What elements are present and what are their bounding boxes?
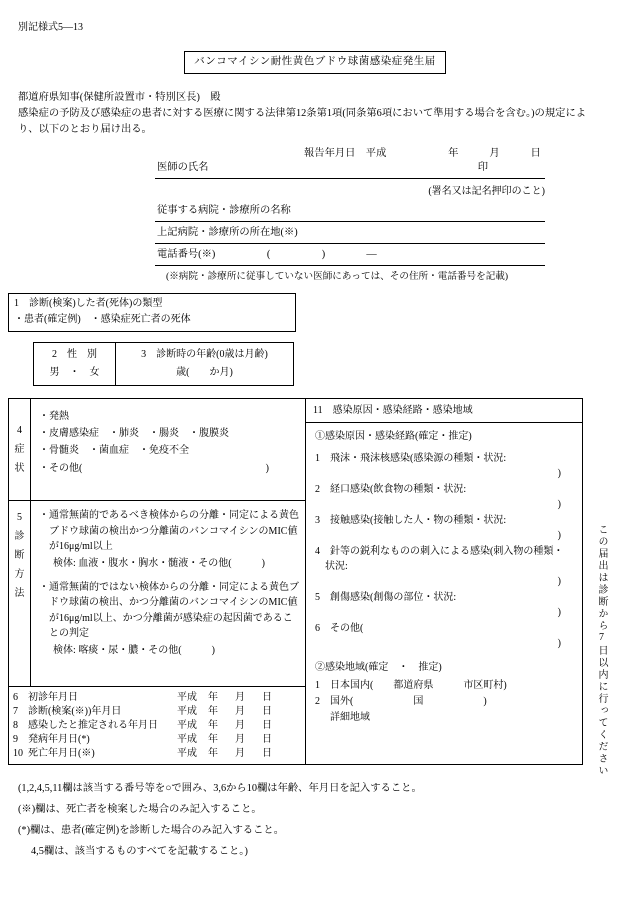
section3-title: 3 診断時の年齢(0歳は月齢) bbox=[141, 349, 268, 360]
era-label: 平成 bbox=[177, 734, 197, 745]
section11-infection-cell bbox=[306, 399, 582, 764]
date-row-first-visit bbox=[13, 691, 289, 705]
item-tail: ) bbox=[557, 576, 561, 587]
region-line-detail: 詳細地域 bbox=[330, 712, 370, 724]
registration-note: (※病院・診療所に従事していない医師にあっては、その住所・電話番号を記載) bbox=[166, 271, 509, 282]
day-label: 日 bbox=[262, 748, 272, 759]
year-label: 年 bbox=[208, 734, 218, 745]
day-label: 日 bbox=[262, 720, 272, 731]
item-text: 4 針等の鋭利なものの刺入による感染(刺入物の種類・状況: bbox=[315, 546, 564, 572]
item-text: 1 飛沫・飛沫核感染(感染源の種類・状況: bbox=[315, 453, 507, 464]
section1-title: 1 診断(検案)した者(死体)の類型 bbox=[14, 298, 163, 309]
symptom-other-line bbox=[39, 460, 299, 477]
section2-3-box bbox=[33, 342, 294, 386]
item-tail: ) bbox=[557, 468, 561, 479]
row-number: 10 bbox=[13, 748, 23, 759]
month-label: 月 bbox=[235, 734, 245, 745]
method-block: ・通常無菌的であるべき検体からの分離・同定による黄色ブドウ球菌の検出かつ分離菌のバンコマイシンのMIC値が16μg/ml以上 bbox=[39, 510, 299, 552]
item-tail: ) bbox=[557, 530, 561, 541]
seal-note: (署名又は記名押印のこと) bbox=[428, 186, 545, 197]
form-title: バンコマイシン耐性黄色ブドウ球菌感染症発生届 bbox=[184, 51, 446, 74]
date-row-onset bbox=[13, 733, 289, 747]
month-label: 月 bbox=[235, 706, 245, 717]
era-label: 平成 bbox=[177, 706, 197, 717]
row-label: 死亡年月日(※) bbox=[28, 748, 95, 759]
symptom-line: ・発熱 bbox=[39, 411, 69, 422]
date-row-estimated-infection bbox=[13, 719, 289, 733]
section1-type-box bbox=[8, 293, 296, 332]
month-label: 月 bbox=[235, 692, 245, 703]
item-tail: ) bbox=[557, 499, 561, 510]
symptom-line: ・皮膚感染症 ・肺炎 ・腸炎 ・腹膜炎 bbox=[39, 428, 229, 440]
footer-note-line: (*)欄は、患者(確定例)を診断した場合のみ記入すること。 bbox=[18, 825, 284, 837]
section4-label-char: 状 bbox=[14, 463, 25, 474]
region-line-abroad: 2 国外( 国 ) bbox=[315, 696, 487, 708]
section5-label-char: 方 bbox=[14, 569, 25, 580]
specimen-line: 検体: 血液・腹水・胸水・髄液・その他( ) bbox=[53, 557, 265, 569]
section4-label bbox=[9, 399, 31, 500]
era-label: 平成 bbox=[177, 748, 197, 759]
left-column bbox=[9, 399, 306, 764]
row-number: 8 bbox=[13, 720, 18, 731]
section5-label bbox=[9, 501, 31, 686]
footer-notes bbox=[18, 778, 422, 862]
era-label: 平成 bbox=[177, 720, 197, 731]
day-label: 日 bbox=[262, 734, 272, 745]
infection-route-item bbox=[315, 482, 573, 512]
doctor-name-label: 医師の氏名 bbox=[157, 162, 209, 173]
method-block: ・通常無菌的ではない検体からの分離・同定による黄色ブドウ球菌の検出、かつ分離菌のバンコマイシンのMIC値が16μg/ml以上、かつ分離菌が感染症の起因菌であることの判定 bbox=[39, 581, 299, 639]
item-text: 3 接触感染(接触した人・物の種類・状況: bbox=[315, 515, 507, 526]
era-label: 平成 bbox=[177, 692, 197, 703]
section3-value: 歳( か月) bbox=[176, 367, 233, 378]
date-rows bbox=[9, 687, 305, 764]
section2-title: 2 性 別 bbox=[52, 349, 97, 360]
day-label: 日 bbox=[262, 692, 272, 703]
section4-label-char: 症 bbox=[14, 444, 25, 455]
legal-text: 感染症の予防及び感染症の患者に対する医療に関する法律第12条第1項(同条第6項において準用する場合を含む。)の規定により、以下のとおり届け出る。 bbox=[18, 108, 587, 135]
section11-body bbox=[306, 423, 582, 764]
section1-options: ・患者(確定例) ・感染症死亡者の死体 bbox=[14, 314, 191, 325]
method-content bbox=[31, 501, 305, 686]
deadline-vertical-note: この届出は診断から7日以内に行ってください bbox=[596, 524, 607, 777]
section2-value: 男 ・ 女 bbox=[49, 367, 100, 378]
row-number: 6 bbox=[13, 692, 18, 703]
doctor-name-field bbox=[155, 160, 545, 179]
month-label: 月 bbox=[235, 720, 245, 731]
item-text: 2 経口感染(飲食物の種類・状況: bbox=[315, 484, 467, 495]
footer-note-line: 4,5欄は、該当するものすべてを記載すること。) bbox=[31, 846, 248, 858]
year-label: 年 bbox=[208, 706, 218, 717]
footer-note-line: (※)欄は、死亡者を検案した場合のみ記入すること。 bbox=[18, 804, 262, 816]
section5-number: 5 bbox=[17, 512, 22, 523]
main-table bbox=[8, 398, 583, 765]
date-row-diagnosis bbox=[13, 705, 289, 719]
infection-route-item bbox=[315, 513, 573, 543]
specimen-line: 検体: 喀痰・尿・膿・その他( ) bbox=[53, 644, 215, 656]
phone-field: 電話番号(※) ( ) — bbox=[155, 247, 545, 266]
region-line-japan: 1 日本国内( 都道府県 市区町村) bbox=[315, 680, 507, 691]
month-label: 月 bbox=[235, 748, 245, 759]
report-date-line: 報告年月日 平成 年 月 日 bbox=[304, 148, 541, 159]
infection-route-item bbox=[315, 544, 573, 589]
symptom-other-open: ・その他( bbox=[39, 462, 83, 474]
seal-mark: 印 bbox=[477, 162, 488, 173]
section4-number: 4 bbox=[17, 425, 22, 436]
item-tail: ) bbox=[557, 638, 561, 649]
form-number-label: 別記様式5—13 bbox=[18, 22, 83, 33]
year-label: 年 bbox=[208, 720, 218, 731]
row-label: 初診年月日 bbox=[28, 692, 78, 703]
title-row bbox=[0, 51, 630, 74]
section3-age-cell bbox=[116, 343, 293, 385]
hospital-name-field: 従事する病院・診療所の名称 bbox=[155, 203, 545, 222]
symptoms-content bbox=[31, 399, 305, 500]
infection-route-item bbox=[315, 621, 573, 651]
section5-label-char: 断 bbox=[14, 550, 25, 561]
item-text: 6 その他( bbox=[315, 623, 364, 634]
infection-region-heading: ②感染地域(確定 ・ 推定) bbox=[315, 662, 442, 673]
section5-label-char: 法 bbox=[14, 588, 25, 599]
row-label: 感染したと推定される年月日 bbox=[28, 720, 158, 731]
footer-note-line: (1,2,4,5,11欄は該当する番号等を○で囲み、3,6から10欄は年齢、年月日を記入すること。 bbox=[18, 783, 422, 794]
item-tail: ) bbox=[557, 607, 561, 618]
day-label: 日 bbox=[262, 706, 272, 717]
symptom-other-close: ) bbox=[265, 462, 269, 474]
symptom-line: ・骨髄炎 ・菌血症 ・免疫不全 bbox=[39, 445, 189, 457]
item-text: 5 創傷感染(創傷の部位・状況: bbox=[315, 592, 457, 603]
row-label: 診断(検案(※))年月日 bbox=[28, 706, 122, 717]
row-number: 7 bbox=[13, 706, 18, 717]
section2-sex-cell bbox=[34, 343, 116, 385]
infection-route-heading: ①感染原因・感染経路(確定・推定) bbox=[315, 431, 472, 442]
row-number: 9 bbox=[13, 734, 18, 745]
infection-route-item bbox=[315, 451, 573, 481]
section5-diagnosis-method bbox=[9, 501, 305, 687]
infection-route-item bbox=[315, 590, 573, 620]
addressee-line: 都道府県知事(保健所設置市・特別区長) 殿 bbox=[18, 92, 221, 103]
date-row-death bbox=[13, 747, 289, 761]
year-label: 年 bbox=[208, 692, 218, 703]
section5-label-char: 診 bbox=[14, 531, 25, 542]
row-label: 発病年月日(*) bbox=[28, 734, 90, 745]
section11-title: 11 感染原因・感染経路・感染地域 bbox=[306, 399, 582, 423]
section4-symptoms bbox=[9, 399, 305, 501]
year-label: 年 bbox=[208, 748, 218, 759]
hospital-address-field: 上記病院・診療所の所在地(※) bbox=[155, 225, 545, 244]
